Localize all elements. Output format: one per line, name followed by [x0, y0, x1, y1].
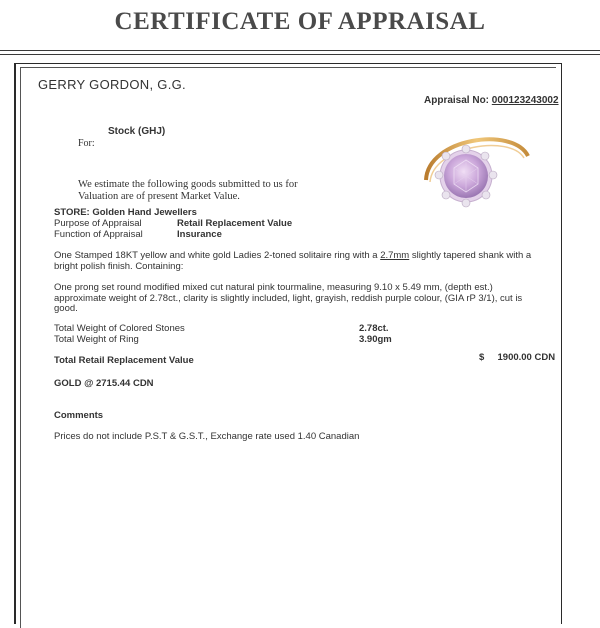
purpose-value: Retail Replacement Value: [177, 218, 293, 229]
certificate-title: CERTIFICATE OF APPRAISAL: [114, 8, 486, 35]
appraiser-name: GERRY GORDON, G.G.: [38, 77, 186, 92]
ring-weight-row: [54, 334, 392, 345]
title-rule-bottom: [0, 54, 600, 55]
comments-text: Prices do not include P.S.T & G.S.T., Exchange rate used 1.40 Canadian: [54, 431, 360, 442]
title-rule-top: [0, 50, 600, 51]
ring-weight-value: 3.90gm: [359, 334, 392, 345]
total-currency: $: [479, 352, 485, 363]
item-description: [54, 250, 544, 272]
ring-photo: [408, 118, 538, 218]
store-name: STORE: Golden Hand Jewellers: [54, 207, 197, 218]
appraisal-number-label: Appraisal No:: [424, 95, 490, 106]
description-shank: 2.7mm: [380, 250, 410, 261]
purpose-label: Purpose of Appraisal: [54, 218, 142, 229]
total-value-amount: [479, 352, 555, 363]
colored-stones-value: 2.78ct.: [359, 323, 389, 334]
comments-heading: Comments: [54, 410, 104, 421]
description-part1: One Stamped 18KT yellow and white gold Ladies 2-toned solitaire ring with a: [54, 250, 378, 261]
colored-stones-label: Total Weight of Colored Stones: [54, 323, 185, 334]
function-label: Function of Appraisal: [54, 229, 143, 240]
gold-price: GOLD @ 2715.44 CDN: [54, 378, 154, 389]
estimate-statement: We estimate the following goods submitted to us for Valuation are of present Market Value.: [78, 179, 298, 202]
total-value-label: Total Retail Replacement Value: [54, 355, 194, 366]
function-value: Insurance: [177, 229, 222, 240]
colored-stones-row: [54, 323, 389, 334]
description-part2: slightly tapered shank with a bright polish finish. Containing:: [54, 250, 532, 272]
for-label: For:: [78, 138, 95, 149]
stone-description: One prong set round modified mixed cut natural pink tourmaline, measuring 9.10 x 5.49 mm, (depth est.) approximate weight of 2.78ct., clarity is slightly included, light, grayish, reddish purple colour, (GIA rP 3/1), cut is good.: [54, 282, 523, 314]
appraisal-number-value: 000123243002: [491, 95, 559, 106]
ring-weight-label: Total Weight of Ring: [54, 334, 139, 345]
total-value: 1900.00 CDN: [497, 352, 556, 363]
appraisal-number: [424, 95, 559, 106]
purpose-row: [54, 218, 293, 229]
function-row: [54, 229, 222, 240]
stock-code: Stock (GHJ): [108, 126, 166, 137]
